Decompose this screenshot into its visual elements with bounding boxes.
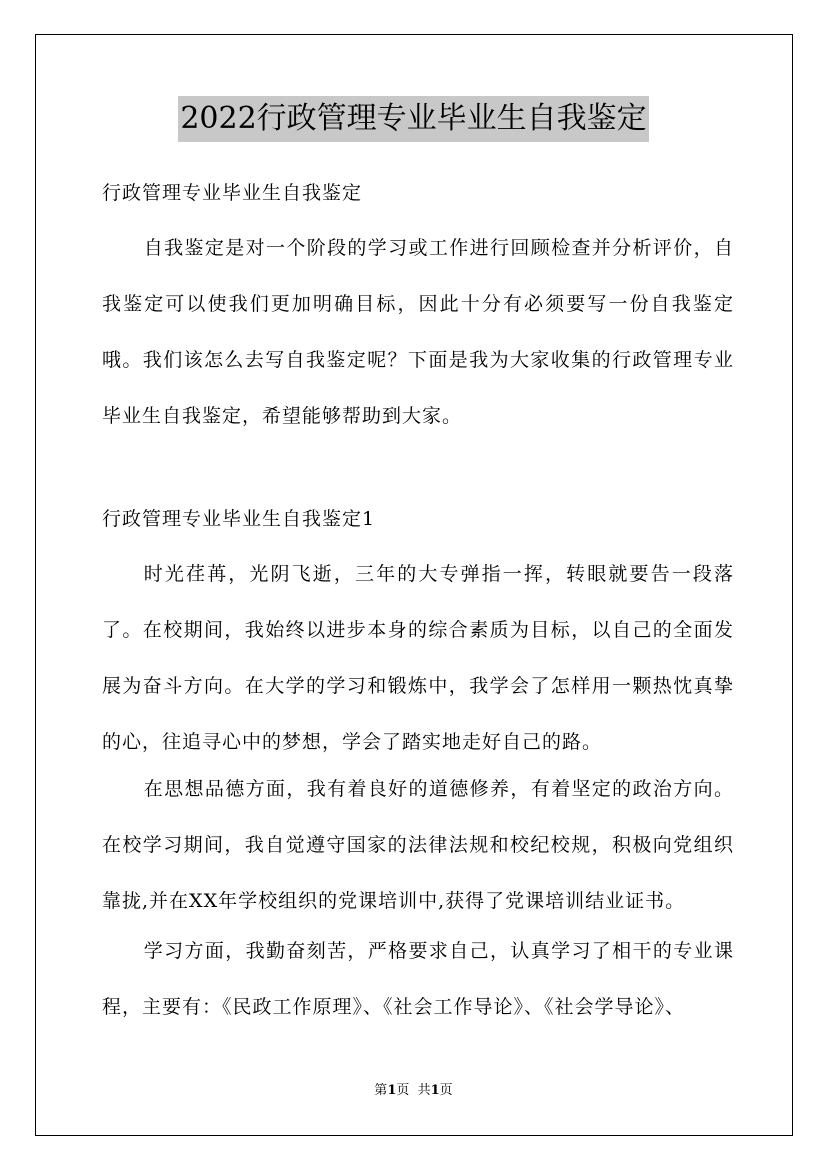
document-title: 2022行政管理专业毕业生自我鉴定 (178, 96, 648, 142)
title-container (0, 96, 827, 142)
footer-suffix: 页 (439, 1083, 453, 1098)
footer-mid: 页 共 (396, 1083, 431, 1098)
footer-total-pages: 1 (430, 1083, 440, 1098)
intro-paragraph: 自我鉴定是对一个阶段的学习或工作进行回顾检查并分析评价，自我鉴定可以使我们更加明确目标，因此十分有必须要写一份自我鉴定哦。我们该怎么去写自我鉴定呢？下面是我为大家收集的行政管理专业毕业生自我鉴定，希望能够帮助到大家。 (102, 237, 734, 427)
section-heading: 行政管理专业毕业生自我鉴定1 (102, 508, 376, 530)
paragraph-2: 在思想品德方面，我有着良好的道德修养，有着坚定的政治方向。在校学习期间，我自觉遵守国家的法律法规和校纪校规，积极向党组织靠拢,并在XX年学校组织的党课培训中,获得了党课培训结业证书。 (102, 778, 734, 912)
footer-current-page: 1 (387, 1083, 397, 1098)
footer-prefix: 第 (374, 1083, 388, 1098)
page-number-footer (0, 1081, 827, 1101)
document-subtitle: 行政管理专业毕业生自我鉴定 (102, 182, 363, 204)
paragraph-3: 学习方面，我勤奋刻苦，严格要求自己，认真学习了相干的专业课程，主要有：《民政工作原理》、《社会工作导论》、《社会学导论》、 (102, 940, 734, 1018)
paragraph-1: 时光荏苒，光阴飞逝，三年的大专弹指一挥，转眼就要告一段落了。在校期间，我始终以进步本身的综合素质为目标，以自己的全面发展为奋斗方向。在大学的学习和锻炼中，我学会了怎样用一颗热忱真挚的心，往追寻心中的梦想，学会了踏实地走好自己的路。 (102, 563, 734, 753)
